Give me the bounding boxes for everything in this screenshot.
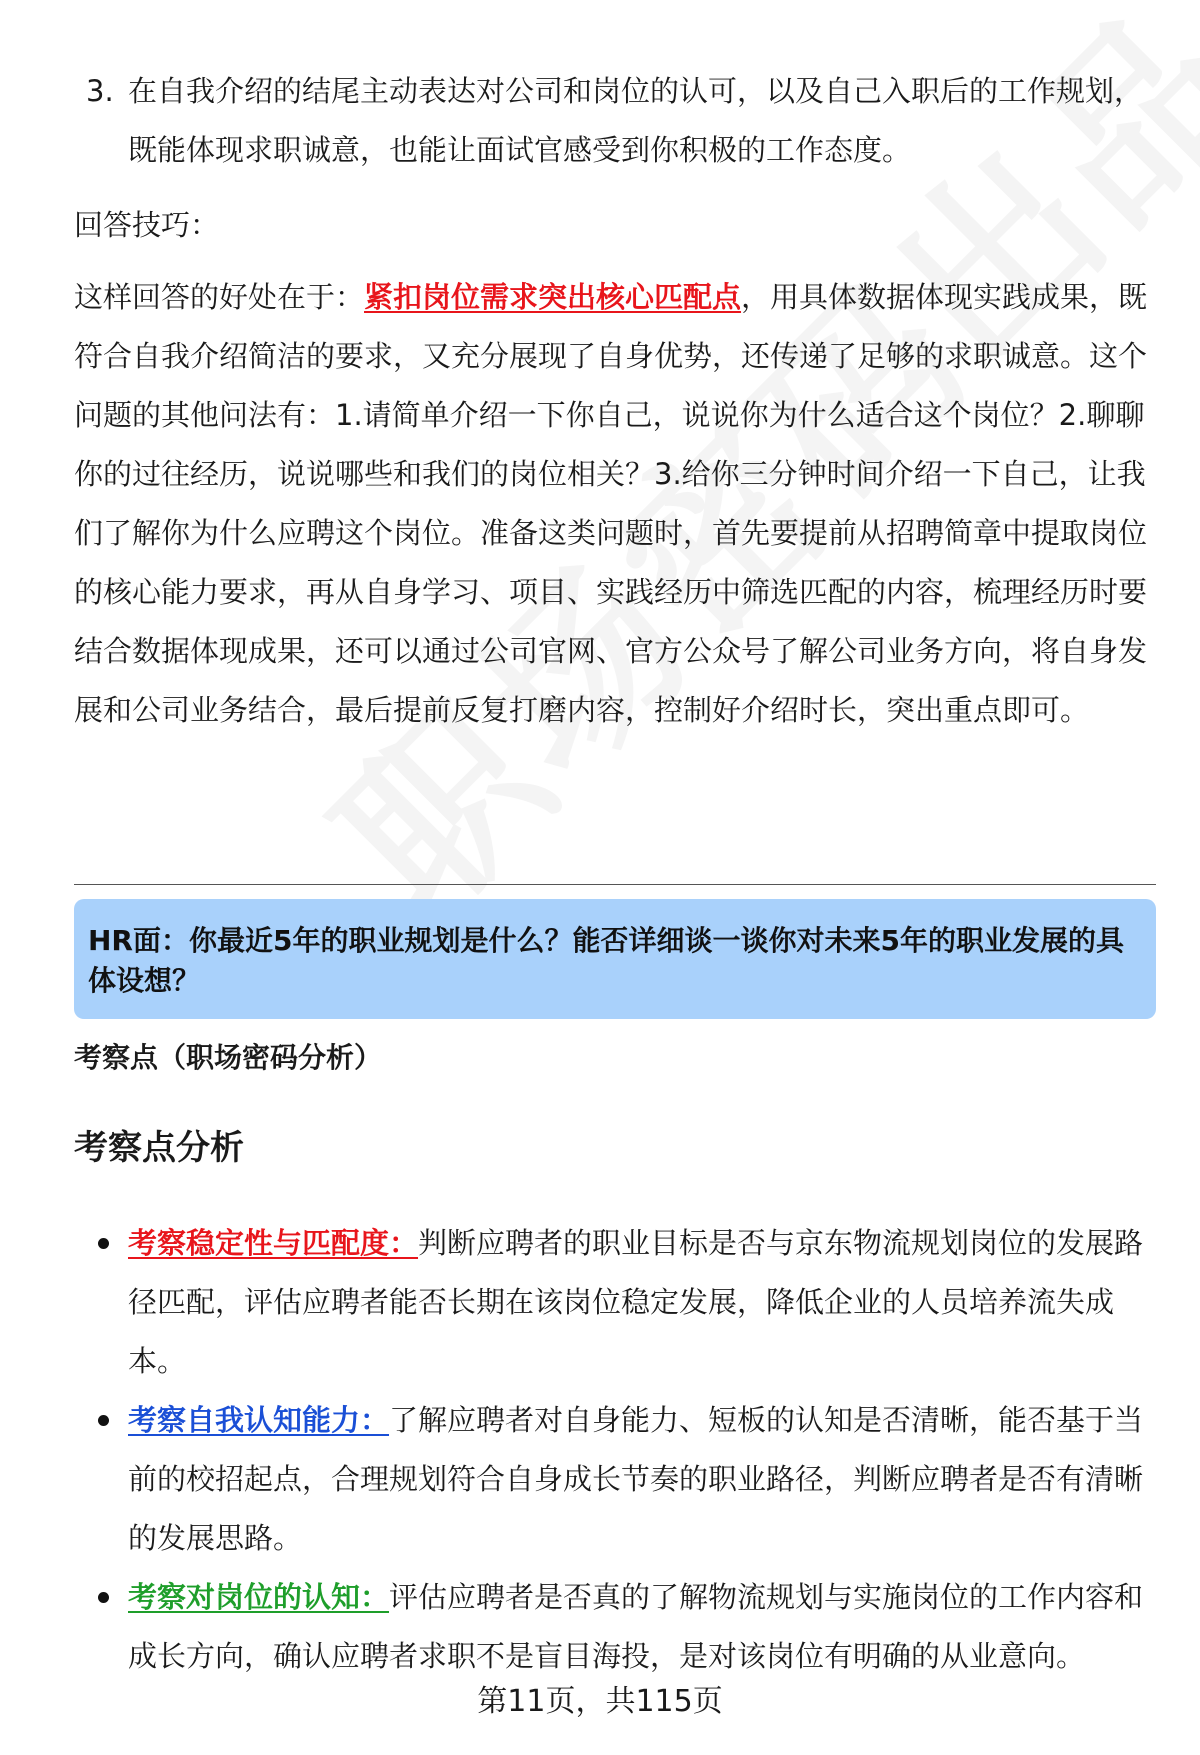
list-number: 3. (86, 74, 114, 108)
tips-prefix: 这样回答的好处在于： (74, 280, 365, 314)
bullet-dot (98, 1415, 109, 1426)
tips-paragraph (74, 268, 1154, 740)
bullet-text: 判断应聘者的职业目标是否与京东物流规划岗位的发展路径匹配，评估应聘者能否长期在该岗位稳定发展，降低企业的人员培养流失成本。 (128, 1226, 1144, 1378)
bullet-label: 考察自我认知能力： (128, 1403, 390, 1437)
list-item-text: 在自我介绍的结尾主动表达对公司和岗位的认可，以及自己入职后的工作规划，既能体现求职诚意，也能让面试官感受到你积极的工作态度。 (128, 74, 1144, 167)
bullet-item-role-understanding (74, 1568, 1156, 1686)
bullet-item-stability (74, 1214, 1156, 1391)
question-box: HR面：你最近5年的职业规划是什么？能否详细谈一谈你对未来5年的职业发展的具体设想？ (74, 899, 1156, 1019)
bullet-item-self-awareness (74, 1391, 1156, 1568)
bullet-label: 考察对岗位的认知： (128, 1580, 390, 1614)
bullet-label: 考察稳定性与匹配度： (128, 1226, 419, 1260)
tips-suffix: ，用具体数据体现实践成果，既符合自我介绍简洁的要求，又充分展现了自身优势，还传递了足够的求职诚意。这个问题的其他问法有：1.请简单介绍一下你自己，说说你为什么适合这个岗位？2.聊聊你的过往经历，说说哪些和我们的岗位相关？3.给你三分钟时间介绍一下自己，让我们了解你为什么应聘这个岗位。准备这类问题时，首先要提前从招聘简章中提取岗位的核心能力要求，再从自身学习、项目、实践经历中筛选匹配的内容，梳理经历时要结合数据体现成果，还可以通过公司官网、官方公众号了解公司业务方向，将自身发展和公司业务结合，最后提前反复打磨内容，控制好介绍时长，突出重点即可。 (74, 280, 1148, 727)
bullet-dot (98, 1592, 109, 1603)
bullet-text: 评估应聘者是否真的了解物流规划与实施岗位的工作内容和成长方向，确认应聘者求职不是盲目海投，是对该岗位有明确的从业意向。 (128, 1580, 1144, 1673)
bullet-text: 了解应聘者对自身能力、短板的认知是否清晰，能否基于当前的校招起点，合理规划符合自身成长节奏的职业路径，判断应聘者是否有清晰的发展思路。 (128, 1403, 1144, 1555)
tips-label: 回答技巧： (74, 208, 220, 242)
bullet-list (74, 1214, 1156, 1686)
page-footer: 第11页，共115页 (477, 1684, 723, 1719)
bullet-dot (98, 1238, 109, 1249)
ordered-list-item-3 (74, 62, 1154, 180)
sub-heading: 考察点（职场密码分析） (74, 1041, 383, 1074)
section-heading: 考察点分析 (74, 1128, 244, 1168)
section-divider (74, 884, 1156, 885)
tips-highlight: 紧扣岗位需求突出核心匹配点 (364, 280, 742, 314)
